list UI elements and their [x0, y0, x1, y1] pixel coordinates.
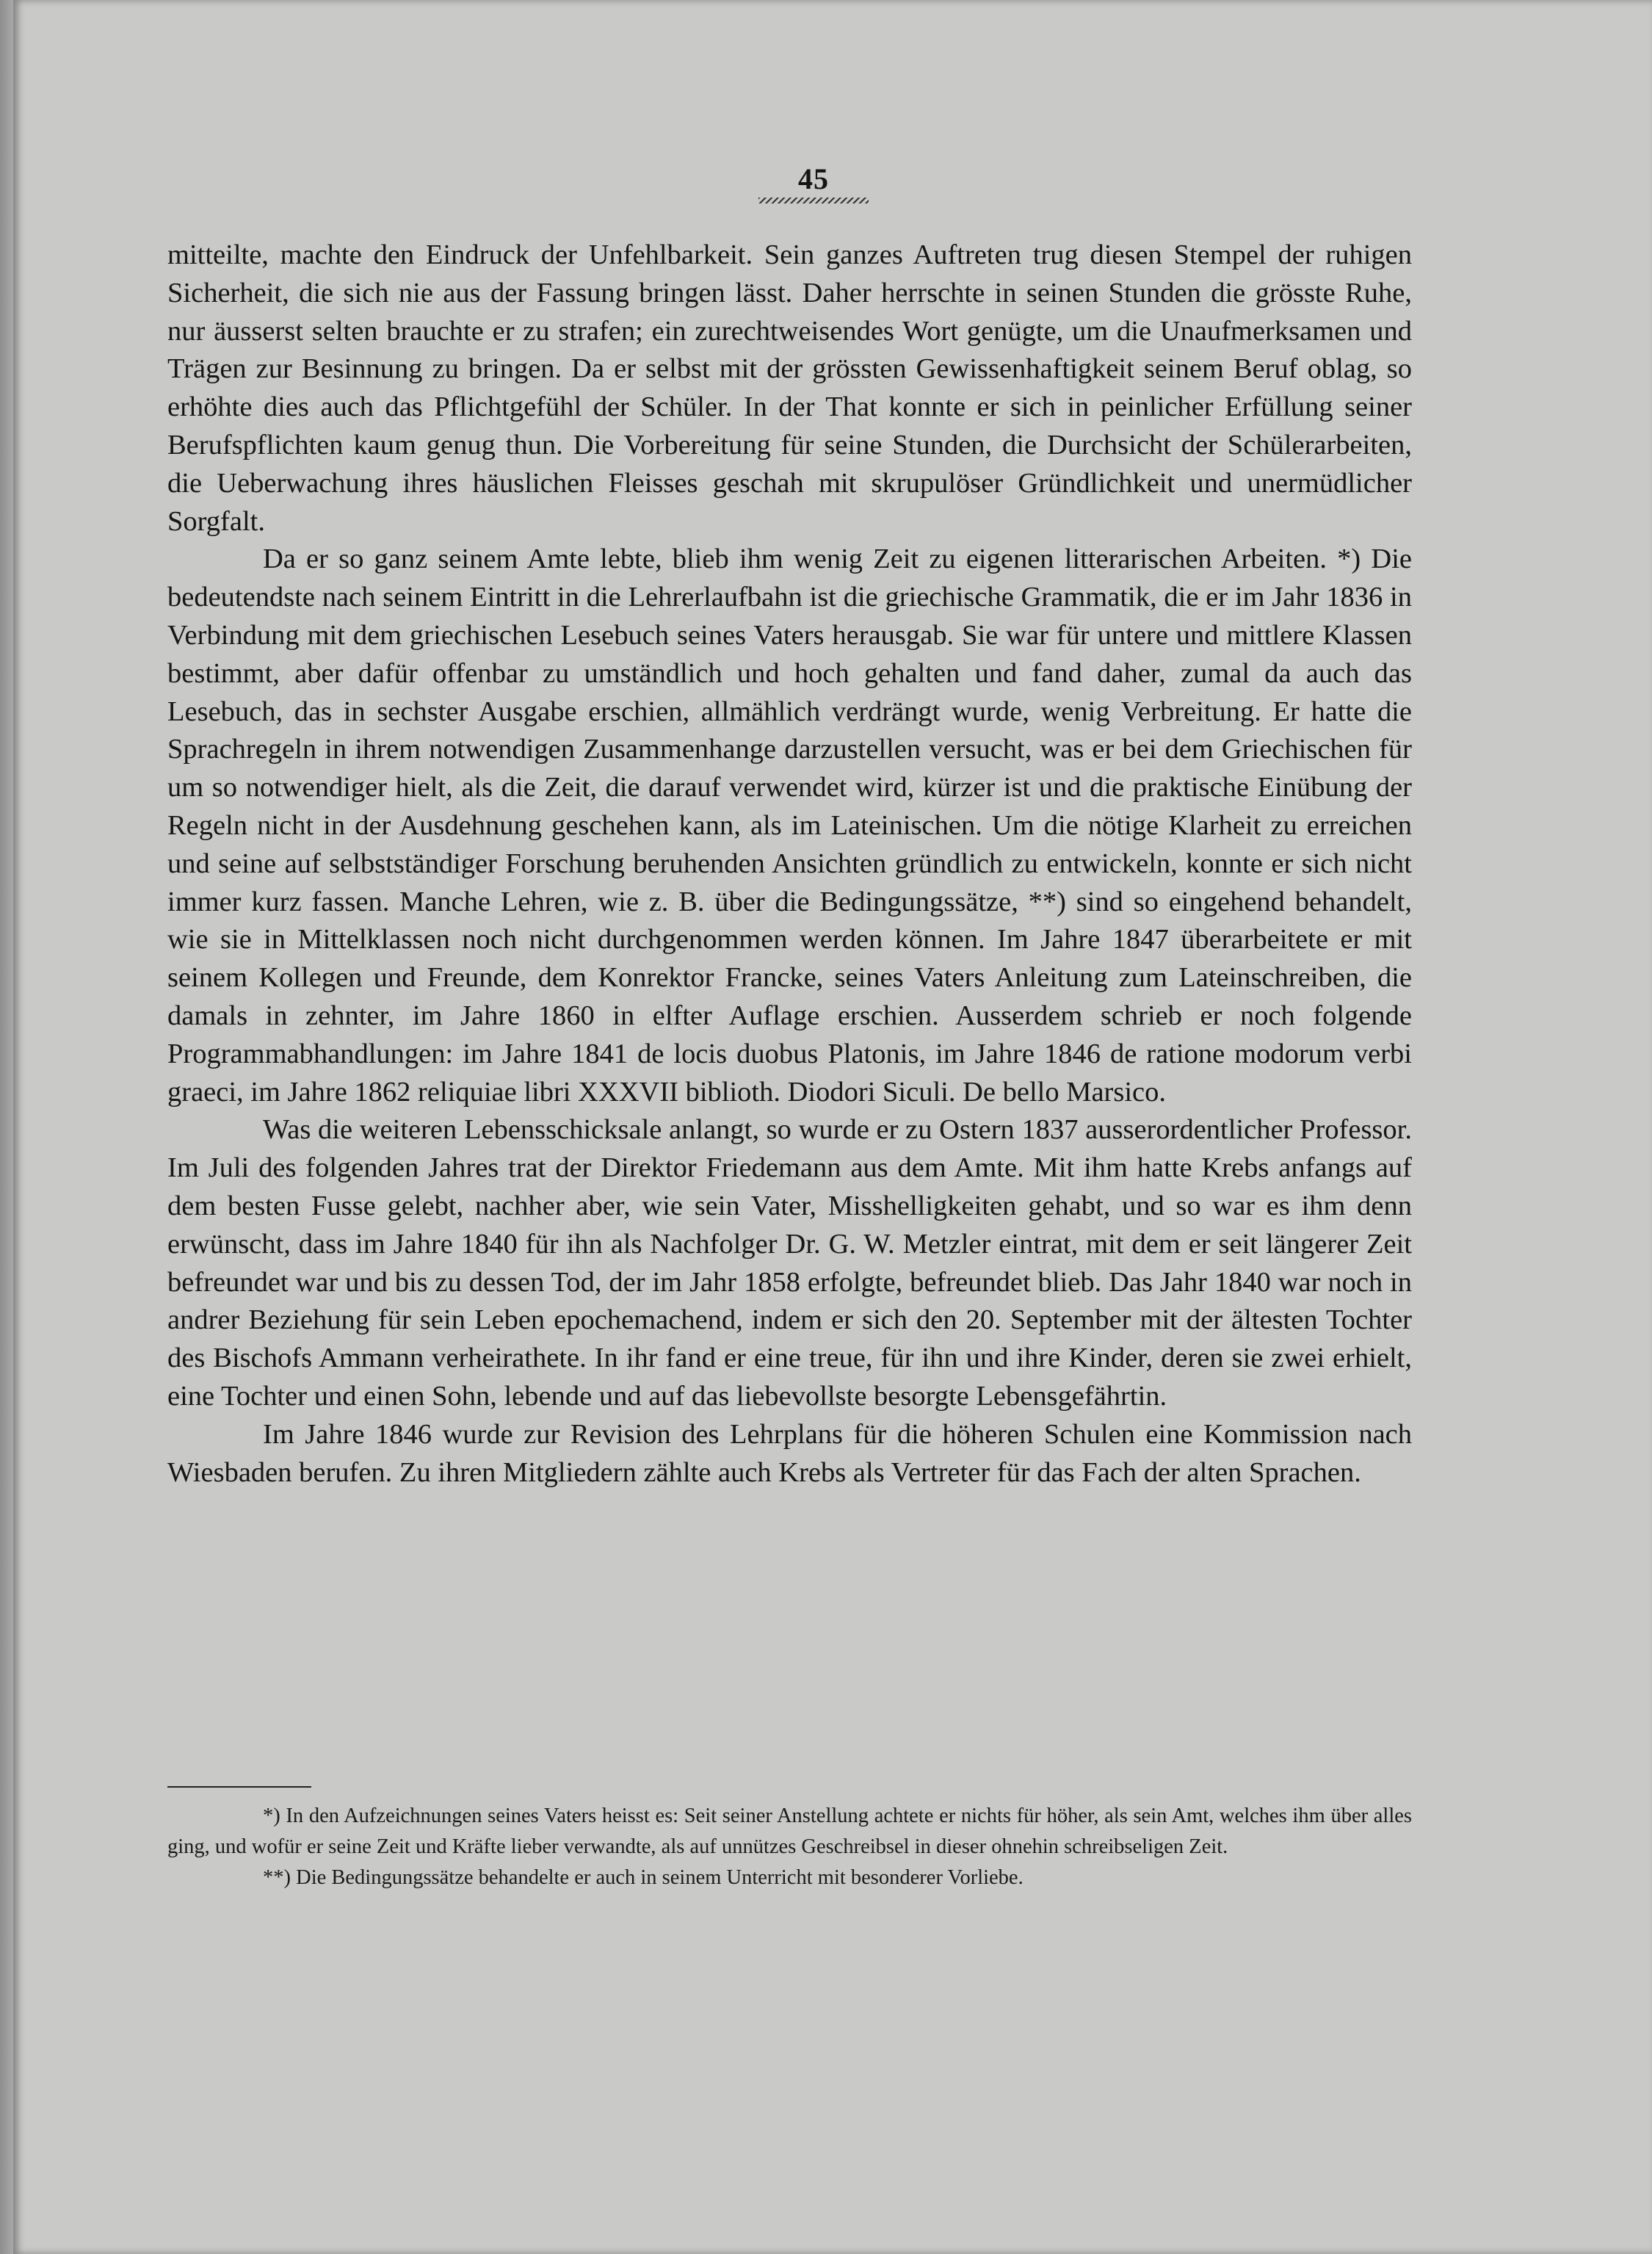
footnote-divider — [167, 1786, 311, 1788]
paragraph: mitteilte, machte den Eindruck der Unfehlbarkeit. Sein ganzes Auftreten trug diesen Stempel der ruhigen Sicherheit, die sich nie aus der Fassung bringen lässt. Daher herrschte in seinen Stunden die grösste Ruhe, nur äusserst selten brauchte er zu strafen; ein zurechtweisendes Wort genügte, um die Unaufmerksamen und Trägen zur Besinnung zu bringen. Da er selbst mit der grössten Gewissenhaftigkeit seinem Beruf oblag, so erhöhte dies auch das Pflichtgefühl der Schüler. In der That konnte er sich in peinlicher Erfüllung seiner Berufspflichten kaum genug thun. Die Vorbereitung für seine Stunden, die Durchsicht der Schülerarbeiten, die Ueberwachung ihres häuslichen Fleisses geschah mit skrupulöser Gründlichkeit und unermüdlicher Sorgfalt. — [167, 239, 1412, 537]
footnote: *) In den Aufzeichnungen seines Vaters heisst es: Seit seiner Anstellung achtete er nichts für höher, als sein Amt, welches ihm über alles ging, und wofür er seine Zeit und Kräfte lieber verwandte, als auf unnützes Geschreibsel in dieser ohnehin schreibseligen Zeit. — [167, 1805, 1412, 1858]
paragraph: Da er so ganz seinem Amte lebte, blieb ihm wenig Zeit zu eigenen litterarischen Arbeiten. *) Die bedeutendste nach seinem Eintritt in die Lehrerlaufbahn ist die griechische Grammatik, die er im Jahr 1836 in Verbindung mit dem griechischen Lesebuch seines Vaters herausgab. Sie war für untere und mittlere Klassen bestimmt, aber dafür offenbar zu umständlich und hoch gehalten und fand daher, zumal da auch das Lesebuch, das in sechster Ausgabe erschien, allmählich verdrängt wurde, wenig Verbreitung. Er hatte die Sprachregeln in ihrem notwendigen Zusammenhange darzustellen versucht, was er bei dem Griechischen für um so notwendiger hielt, als die Zeit, die darauf verwendet wird, kürzer ist und die praktische Einübung der Regeln nicht in der Ausdehnung geschehen kann, als im Lateinischen. Um die nötige Klarheit zu erreichen und seine auf selbstständiger Forschung beruhenden Ansichten gründlich zu entwickeln, konnte er sich nicht immer kurz fassen. Manche Lehren, wie z. B. über die Bedingungssätze, **) sind so eingehend behandelt, wie sie in Mittelklassen noch nicht durchgenommen werden können. Im Jahre 1847 überarbeitete er mit seinem Kollegen und Freunde, dem Konrektor Francke, seines Vaters Anleitung zum Lateinschreiben, die damals in zehnter, im Jahre 1860 in elfter Auflage erschien. Ausserdem schrieb er noch folgende Programmabhandlungen: im Jahre 1841 de locis duobus Platonis, im Jahre 1846 de ratione modorum verbi graeci, im Jahre 1862 reliquiae libri XXXVII biblioth. Diodori Siculi. De bello Marsico. — [167, 543, 1412, 1108]
footnotes — [167, 1801, 1412, 1893]
document-page — [13, 0, 1652, 2254]
paragraph: Im Jahre 1846 wurde zur Revision des Lehrplans für die höheren Schulen eine Kommission nach Wiesbaden berufen. Zu ihren Mitgliedern zählte auch Krebs als Vertreter für das Fach der alten Sprachen. — [167, 1418, 1412, 1488]
body-text — [167, 236, 1412, 1492]
page-number: 45 — [798, 162, 829, 195]
page-edge — [0, 0, 13, 2254]
page-number-ornament — [758, 198, 869, 203]
paragraph: Was die weiteren Lebensschicksale anlangt, so wurde er zu Ostern 1837 ausserordentlicher Professor. Im Juli des folgenden Jahres trat der Direktor Friedemann aus dem Amte. Mit ihm hatte Krebs anfangs auf dem besten Fusse gelebt, nachher aber, wie sein Vater, Misshelligkeiten gehabt, und so war es ihm denn erwünscht, dass im Jahre 1840 für ihn als Nachfolger Dr. G. W. Metzler eintrat, mit dem er seit längerer Zeit befreundet war und bis zu dessen Tod, der im Jahr 1858 erfolgte, befreundet blieb. Das Jahr 1840 war noch in andrer Beziehung für sein Leben epochemachend, indem er sich den 20. September mit der ältesten Tochter des Bischofs Ammann verheirathete. In ihr fand er eine treue, für ihn und ihre Kinder, deren sie zwei erhielt, eine Tochter und einen Sohn, lebende und auf das liebevollste besorgte Lebensgefährtin. — [167, 1114, 1412, 1412]
footnote: **) Die Bedingungssätze behandelte er auch in seinem Unterricht mit besonderer Vorliebe. — [263, 1866, 1024, 1889]
page-header — [740, 162, 887, 203]
